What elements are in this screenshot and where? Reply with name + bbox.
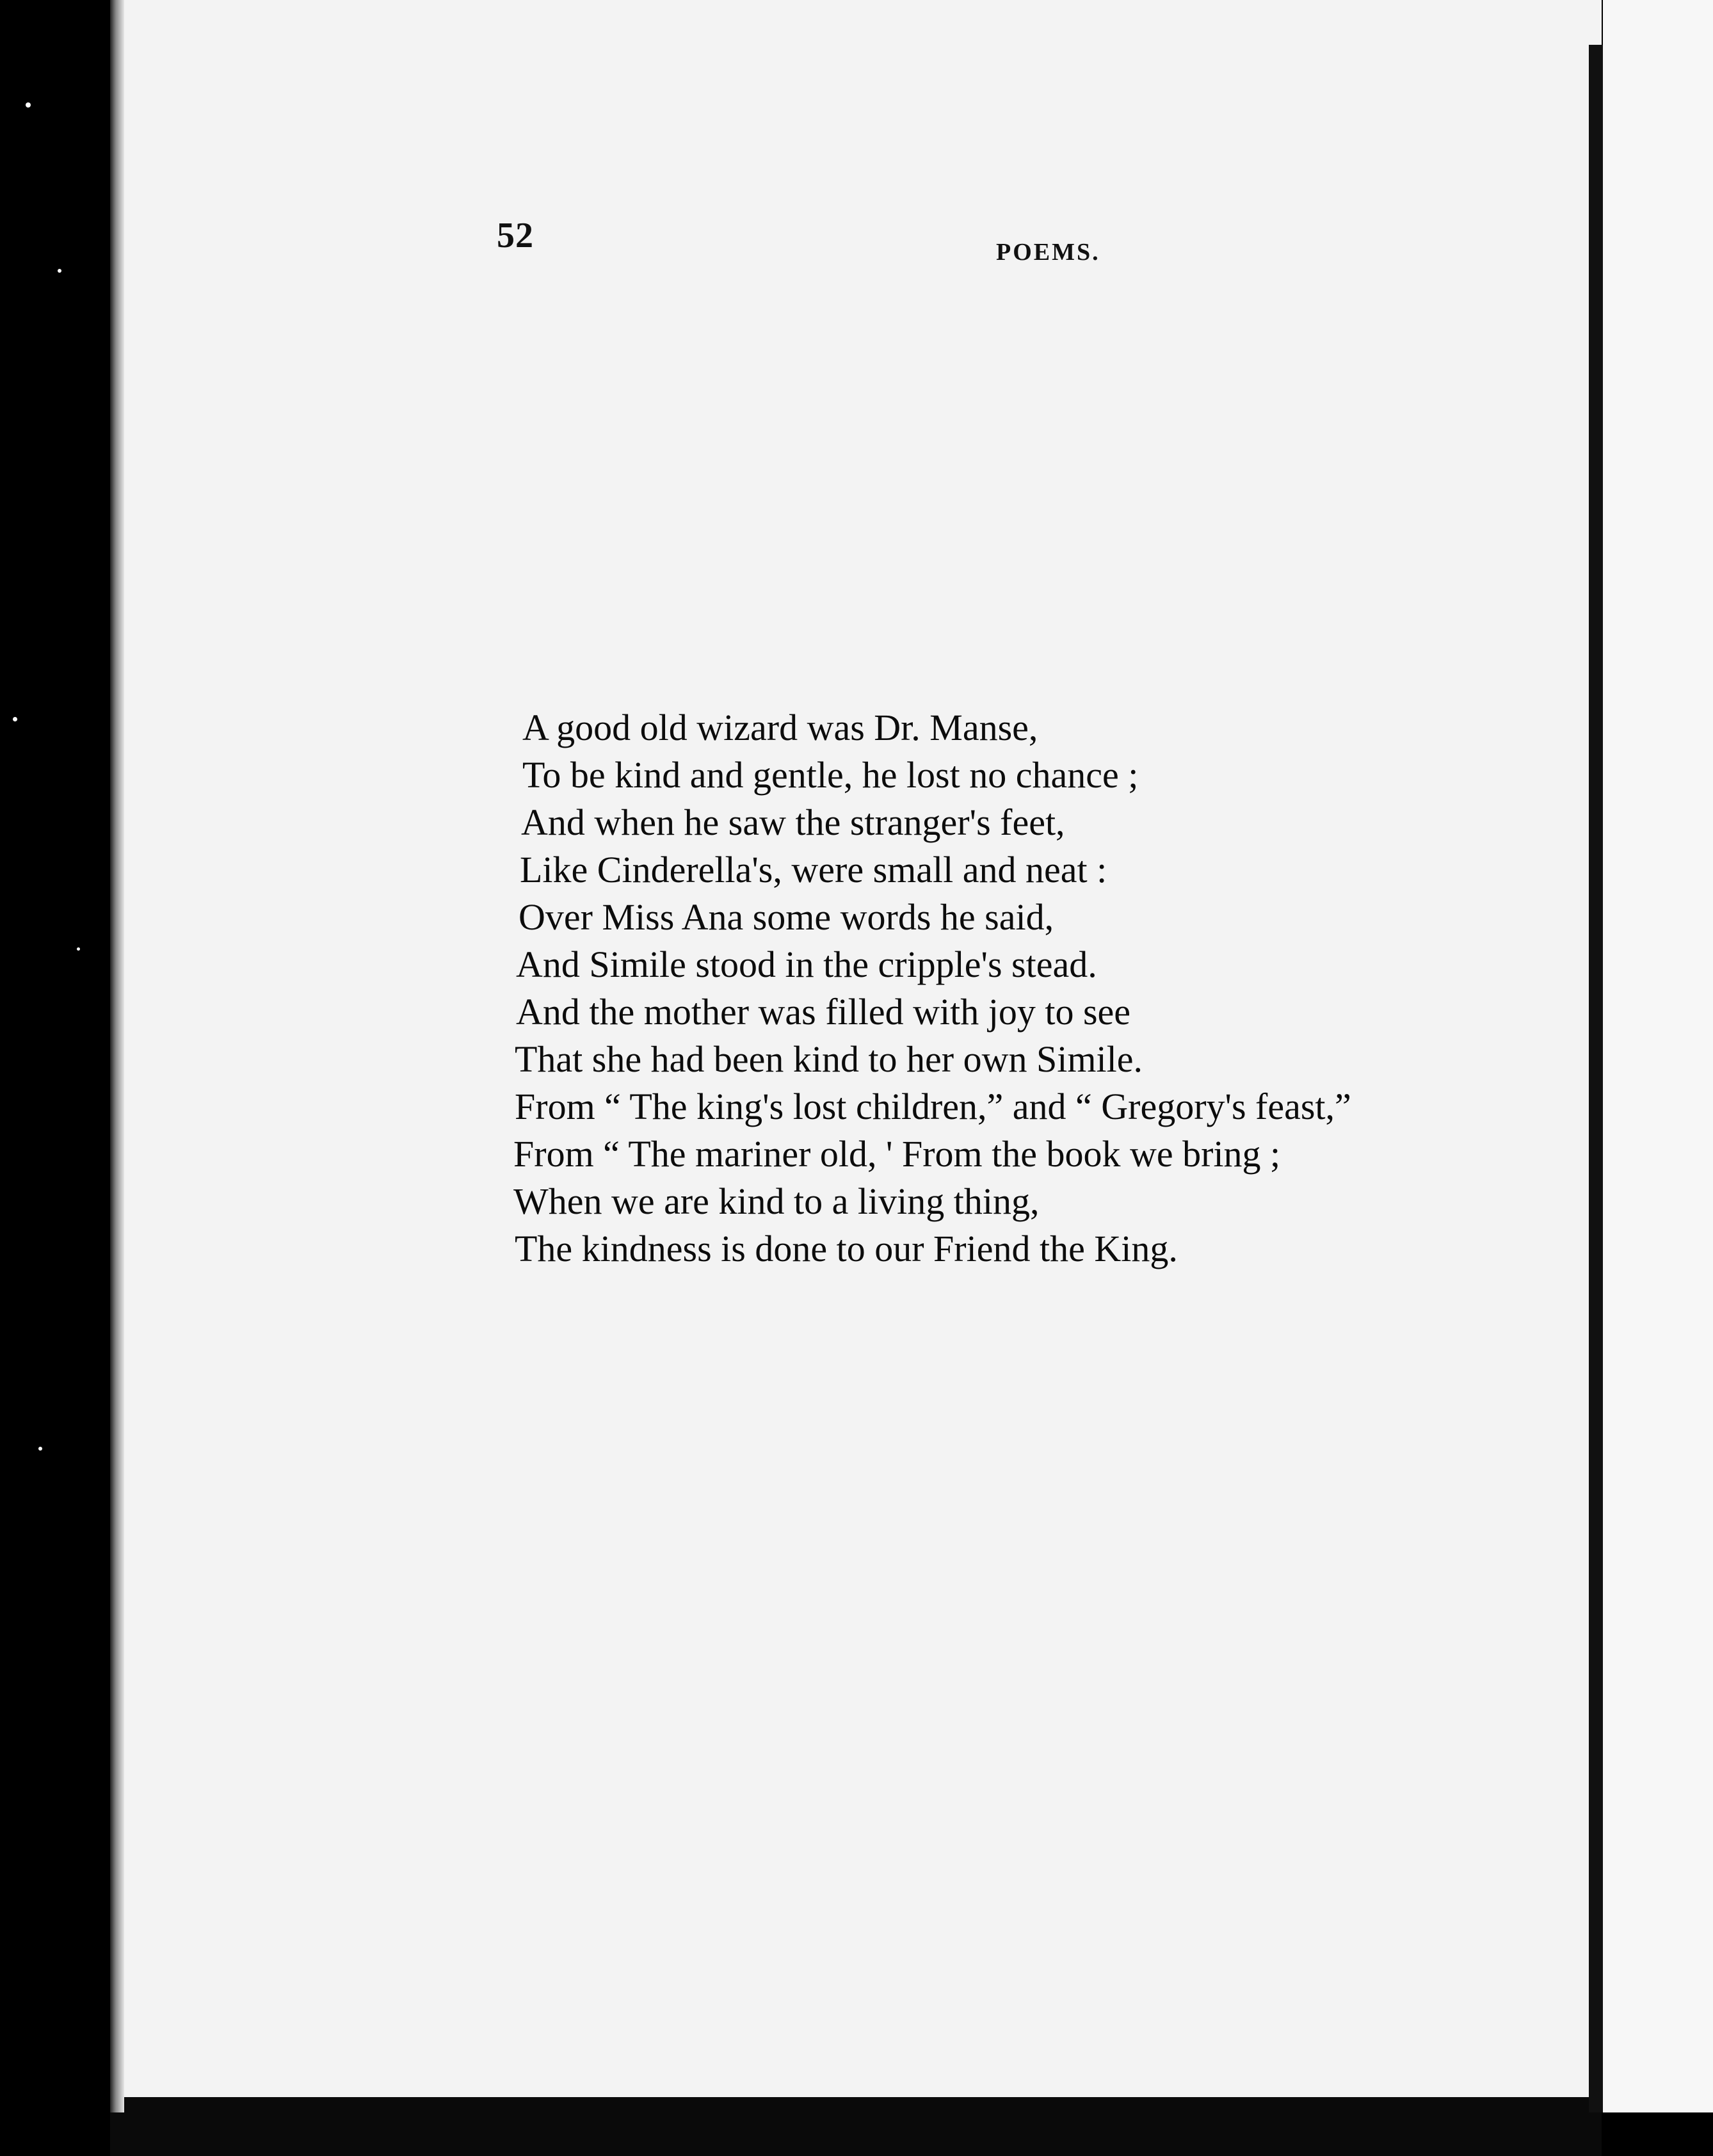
- poem-line-2: To be kind and gentle, he lost no chance ;: [522, 754, 1139, 796]
- page-number: 52: [497, 216, 534, 255]
- poem-line-1: A good old wizard was Dr. Manse,: [522, 707, 1038, 748]
- poem-line-4: Like Cinderella's, were small and neat :: [520, 849, 1107, 890]
- poem-line-9: From “ The king's lost children,” and “ Gregory's feast,”: [515, 1086, 1351, 1127]
- poem-line-10: From “ The mariner old, ' From the book we bring ;: [513, 1133, 1281, 1175]
- poem-line-7: And the mother was filled with joy to see: [516, 991, 1131, 1033]
- poem-line-8: That she had been kind to her own Simile.: [515, 1038, 1143, 1080]
- poem-text: [513, 704, 1707, 1273]
- facing-page-edge: [1603, 0, 1713, 2112]
- scan-speck: [77, 947, 80, 951]
- scan-speck: [38, 1447, 42, 1451]
- scan-speck: [13, 717, 17, 721]
- scan-speck: [26, 102, 31, 108]
- book-page: [110, 0, 1602, 2156]
- poem-line-6: And Simile stood in the cripple's stead.: [516, 944, 1097, 985]
- poem-line-11: When we are kind to a living thing,: [513, 1180, 1040, 1222]
- left-page-edge-shadow: [110, 0, 124, 2112]
- poem-line-5: Over Miss Ana some words he said,: [519, 896, 1054, 938]
- running-head: POEMS.: [996, 239, 1100, 266]
- binding-gutter: [1589, 45, 1603, 2112]
- poem-line-12: The kindness is done to our Friend the King.: [515, 1228, 1178, 1269]
- scan-speck: [58, 269, 61, 273]
- poem-line-3: And when he saw the stranger's feet,: [521, 801, 1065, 843]
